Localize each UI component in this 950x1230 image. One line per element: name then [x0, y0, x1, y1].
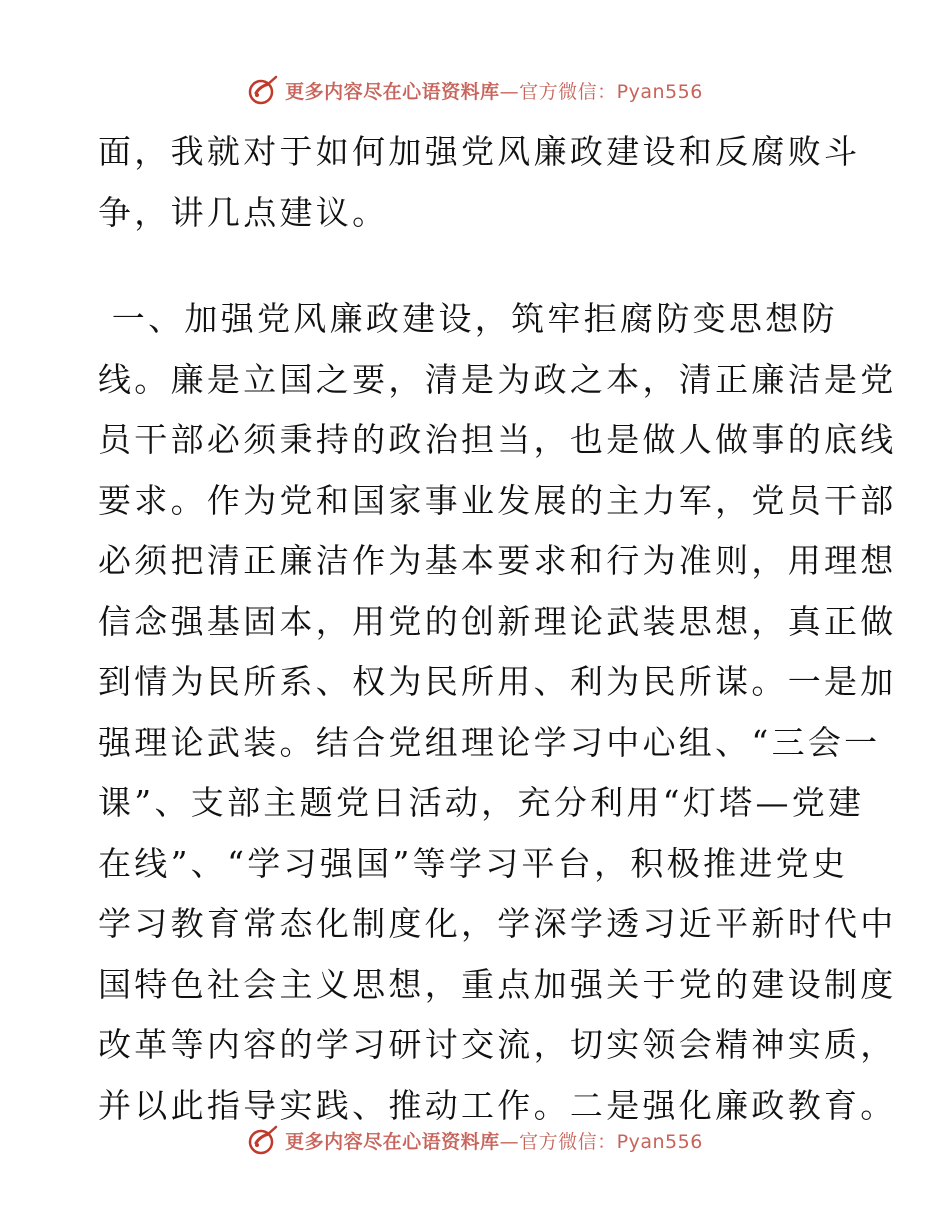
header-banner-site: 更多内容尽在心语资料库	[285, 80, 500, 103]
text-line: 面，我就对于如何加强党风廉政建设和反腐败斗	[98, 132, 861, 171]
header-banner-contact: —官方微信：Pyan556	[499, 80, 703, 103]
text-line: 必须把清正廉洁作为基本要求和行为准则，用理想	[98, 541, 897, 580]
footer-banner-text	[285, 1127, 703, 1154]
brush-logo-icon	[247, 74, 279, 106]
footer-banner	[0, 1120, 950, 1160]
text-line: 国特色社会主义思想，重点加强关于党的建设制度	[98, 964, 897, 1004]
text-line: 强理论武装。结合党组理论学习中心组、“三会一	[98, 722, 881, 762]
header-banner	[0, 70, 950, 110]
text-line: 一、加强党风廉政建设，筑牢拒腐防变思想防	[98, 299, 838, 338]
brush-logo-icon	[247, 1124, 279, 1156]
text-line: 信念强基固本，用党的创新理论武装思想，真正做	[98, 601, 897, 641]
footer-banner-contact: —官方微信：Pyan556	[499, 1130, 703, 1153]
footer-banner-site: 更多内容尽在心语资料库	[285, 1130, 500, 1153]
document-body	[98, 122, 897, 1136]
text-line: 并以此指导实践、推动工作。二是强化廉政教育。	[98, 1085, 897, 1125]
text-line: 改革等内容的学习研讨交流，切实领会精神实质，	[98, 1025, 897, 1064]
text-line: 课”、支部主题党日活动，充分利用“灯塔—党建	[98, 783, 865, 822]
text-line: 线。廉是立国之要，清是为政之本，清正廉洁是党	[98, 359, 897, 399]
text-line: 要求。作为党和国家事业发展的主力军，党员干部	[98, 480, 897, 520]
text-line: 在线”、“学习强国”等学习平台，积极推进党史	[98, 843, 849, 883]
paragraph-1	[98, 122, 861, 243]
text-line: 争，讲几点建议。	[98, 192, 389, 232]
header-banner-text	[285, 77, 703, 104]
text-line: 到情为民所系、权为民所用、利为民所谋。一是加	[98, 662, 897, 701]
paragraph-2	[98, 289, 897, 1136]
text-line: 员干部必须秉持的政治担当，也是做人做事的底线	[98, 420, 897, 459]
text-line: 学习教育常态化制度化，学深学透习近平新时代中	[98, 904, 897, 943]
